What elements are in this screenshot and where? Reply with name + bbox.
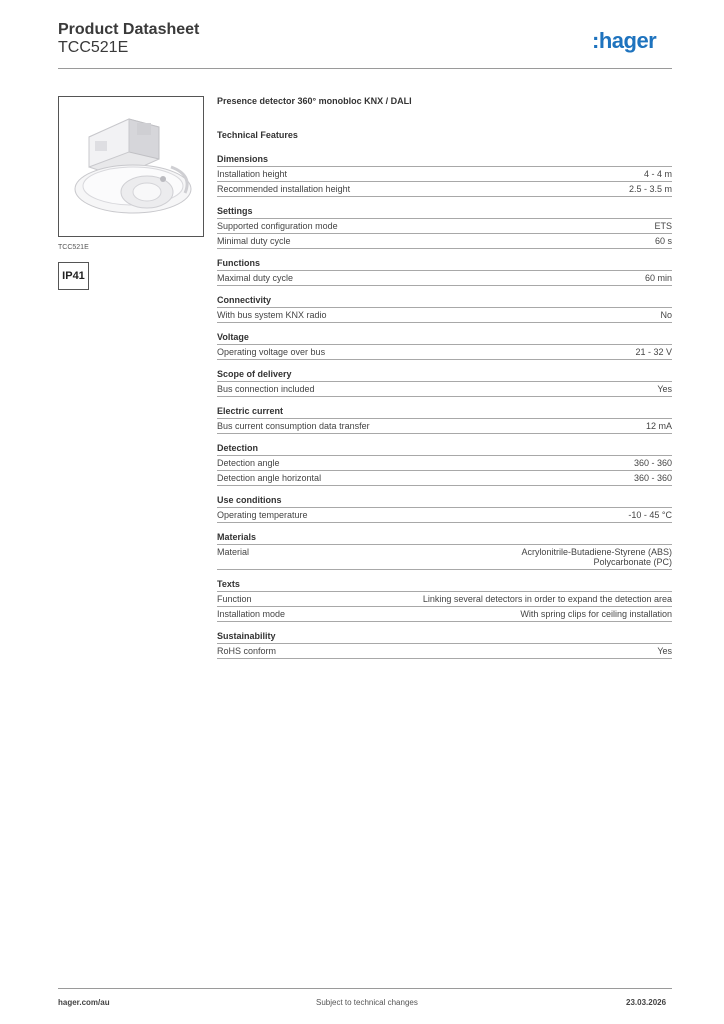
footer-divider — [58, 988, 672, 989]
feature-row — [217, 456, 672, 471]
section-title: Functions — [217, 256, 672, 271]
feature-row — [217, 382, 672, 397]
feature-section — [217, 577, 672, 622]
feature-section — [217, 493, 672, 523]
section-title: Settings — [217, 204, 672, 219]
feature-value — [635, 347, 672, 357]
feature-value-line: Linking several detectors in order to expand the detection area — [422, 594, 672, 604]
feature-value — [645, 273, 672, 283]
feature-label: Installation mode — [217, 609, 286, 619]
footer-date: 23.03.2026 — [626, 998, 667, 1007]
feature-value — [657, 384, 672, 394]
feature-value — [634, 473, 672, 483]
presence-detector-illustration — [59, 97, 204, 237]
section-title: Connectivity — [217, 293, 672, 308]
header-divider — [58, 68, 672, 69]
feature-row — [217, 219, 672, 234]
feature-label: Operating voltage over bus — [217, 347, 326, 357]
feature-section — [217, 530, 672, 570]
feature-value — [520, 609, 672, 619]
feature-label: RoHS conform — [217, 646, 277, 656]
feature-value-line: 360 - 360 — [633, 458, 672, 468]
feature-row — [217, 308, 672, 323]
feature-section — [217, 629, 672, 659]
feature-value — [629, 184, 672, 194]
feature-value — [644, 169, 672, 179]
feature-value-line: Acrylonitrile-Butadiene-Styrene (ABS) — [521, 547, 672, 557]
hager-logo: :hager — [592, 28, 657, 53]
feature-label: Installation height — [217, 169, 288, 179]
technical-features-table — [217, 152, 672, 666]
section-title: Materials — [217, 530, 672, 545]
feature-value — [657, 646, 672, 656]
feature-value-line: Yes — [657, 384, 672, 394]
feature-section — [217, 404, 672, 434]
feature-label: With bus system KNX radio — [217, 310, 327, 320]
feature-section — [217, 441, 672, 486]
feature-row — [217, 592, 672, 607]
feature-label: Bus connection included — [217, 384, 315, 394]
image-caption: TCC521E — [58, 244, 89, 251]
feature-row — [217, 345, 672, 360]
feature-row — [217, 607, 672, 622]
feature-row — [217, 234, 672, 249]
feature-row — [217, 271, 672, 286]
feature-value-line: 60 min — [644, 273, 672, 283]
feature-row — [217, 545, 672, 570]
product-code: TCC521E — [58, 39, 129, 56]
feature-value — [654, 221, 672, 231]
feature-row — [217, 167, 672, 182]
section-title: Texts — [217, 577, 672, 592]
product-name: Presence detector 360° monobloc KNX / DALI — [217, 96, 412, 106]
feature-row — [217, 508, 672, 523]
feature-value-line: 12 mA — [645, 421, 672, 431]
feature-label: Maximal duty cycle — [217, 273, 294, 283]
feature-label: Material — [217, 547, 250, 557]
section-title: Voltage — [217, 330, 672, 345]
feature-value-line: No — [660, 310, 672, 320]
feature-value-line: Polycarbonate (PC) — [593, 557, 672, 567]
section-title: Sustainability — [217, 629, 672, 644]
feature-section — [217, 152, 672, 197]
feature-value — [423, 594, 672, 604]
feature-section — [217, 330, 672, 360]
feature-label: Function — [217, 594, 252, 604]
ip-rating-badge: IP41 — [58, 262, 89, 290]
feature-row — [217, 419, 672, 434]
feature-row — [217, 182, 672, 197]
section-title: Dimensions — [217, 152, 672, 167]
feature-label: Detection angle — [217, 458, 280, 468]
section-title: Use conditions — [217, 493, 672, 508]
feature-row — [217, 644, 672, 659]
feature-value-line: 360 - 360 — [633, 473, 672, 483]
feature-label: Recommended installation height — [217, 184, 351, 194]
section-title: Detection — [217, 441, 672, 456]
feature-value-line: 21 - 32 V — [635, 347, 672, 357]
feature-value — [634, 458, 672, 468]
feature-section — [217, 256, 672, 286]
section-title: Electric current — [217, 404, 672, 419]
feature-value — [628, 510, 672, 520]
section-title: Scope of delivery — [217, 367, 672, 382]
feature-value — [646, 421, 672, 431]
feature-label: Minimal duty cycle — [217, 236, 291, 246]
feature-value-line: -10 - 45 °C — [628, 510, 672, 520]
feature-value — [660, 310, 672, 320]
feature-value-line: ETS — [654, 221, 672, 231]
feature-value-line: Yes — [657, 646, 672, 656]
feature-value-line: 2.5 - 3.5 m — [628, 184, 672, 194]
feature-value-line: 4 - 4 m — [643, 169, 672, 179]
page-title: Product Datasheet — [58, 21, 200, 38]
feature-label: Supported configuration mode — [217, 221, 338, 231]
feature-label: Bus current consumption data transfer — [217, 421, 370, 431]
feature-section — [217, 204, 672, 249]
footer-website-link[interactable]: hager.com/au — [58, 998, 110, 1007]
feature-value — [655, 236, 672, 246]
technical-features-heading: Technical Features — [217, 130, 298, 140]
feature-section — [217, 293, 672, 323]
footer-notice: Subject to technical changes — [316, 998, 418, 1007]
feature-value — [521, 547, 672, 567]
feature-value-line: With spring clips for ceiling installation — [520, 609, 672, 619]
product-image — [58, 96, 204, 237]
feature-section — [217, 367, 672, 397]
feature-label: Detection angle horizontal — [217, 473, 322, 483]
feature-row — [217, 471, 672, 486]
feature-value-line: 60 s — [654, 236, 672, 246]
feature-label: Operating temperature — [217, 510, 308, 520]
